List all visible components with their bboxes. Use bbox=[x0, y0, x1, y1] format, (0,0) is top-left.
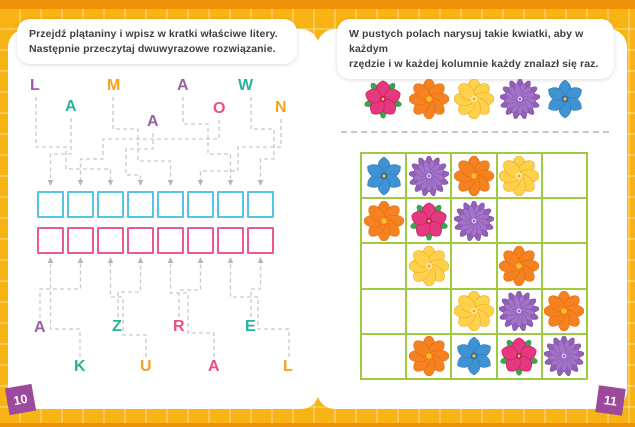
maze-letter-E: E bbox=[245, 318, 256, 335]
grid-cell-blue-flower bbox=[361, 153, 406, 198]
flower-purple-icon bbox=[499, 291, 539, 331]
maze-letter-A: A bbox=[65, 98, 77, 115]
flower-yellow-icon bbox=[499, 156, 539, 196]
flower-orange-icon bbox=[409, 336, 449, 376]
maze-letter-A: A bbox=[147, 113, 159, 130]
grid-cell-purple-flower bbox=[542, 334, 587, 379]
grid-cell-empty[interactable] bbox=[361, 289, 406, 334]
answer-box[interactable] bbox=[157, 191, 184, 218]
answer-box[interactable] bbox=[157, 227, 184, 254]
flower-purple-icon bbox=[454, 201, 494, 241]
grid-cell-orange-flower bbox=[406, 334, 451, 379]
flower-pink-icon bbox=[363, 79, 403, 119]
answer-box[interactable] bbox=[247, 191, 274, 218]
grid-cell-empty[interactable] bbox=[542, 243, 587, 288]
grid-cell-empty[interactable] bbox=[361, 243, 406, 288]
reference-flower-yellow bbox=[454, 79, 494, 124]
flower-pink-icon bbox=[499, 336, 539, 376]
flower-purple-icon bbox=[544, 336, 584, 376]
answer-box[interactable] bbox=[127, 227, 154, 254]
page-number-badge-left: 10 bbox=[5, 384, 36, 415]
grid-cell-empty[interactable] bbox=[361, 334, 406, 379]
maze-letter-R: R bbox=[173, 318, 185, 335]
flower-sudoku-grid bbox=[360, 152, 588, 380]
grid-cell-yellow-flower bbox=[451, 289, 496, 334]
maze-letter-L: L bbox=[283, 358, 293, 375]
dashed-divider bbox=[341, 131, 609, 133]
grid-cell-orange-flower bbox=[361, 198, 406, 243]
flower-purple-icon bbox=[409, 156, 449, 196]
grid-cell-empty[interactable] bbox=[497, 198, 542, 243]
reference-flower-orange bbox=[409, 79, 449, 124]
tangle-paths bbox=[8, 29, 318, 409]
top-orange-band bbox=[0, 0, 635, 9]
grid-cell-purple-flower bbox=[497, 289, 542, 334]
grid-cell-empty[interactable] bbox=[406, 289, 451, 334]
answer-row-second-word bbox=[37, 227, 274, 254]
maze-letter-A: A bbox=[208, 358, 220, 375]
flower-blue-icon bbox=[364, 156, 404, 196]
answer-box[interactable] bbox=[187, 227, 214, 254]
grid-cell-orange-flower bbox=[497, 243, 542, 288]
flower-orange-icon bbox=[409, 79, 449, 119]
maze-letter-W: W bbox=[238, 77, 254, 94]
flower-pink-icon bbox=[409, 201, 449, 241]
reference-flower-purple bbox=[500, 79, 540, 124]
answer-box[interactable] bbox=[97, 191, 124, 218]
answer-row-first-word bbox=[37, 191, 274, 218]
reference-flower-blue bbox=[545, 79, 585, 124]
answer-box[interactable] bbox=[247, 227, 274, 254]
maze-letter-A: A bbox=[34, 319, 46, 336]
right-instruction-line1: W pustych polach narysuj takie kwiatki, aby w każdym bbox=[349, 28, 584, 55]
maze-letter-N: N bbox=[275, 99, 287, 116]
flower-orange-icon bbox=[544, 291, 584, 331]
grid-cell-orange-flower bbox=[542, 289, 587, 334]
grid-cell-purple-flower bbox=[406, 153, 451, 198]
maze-letter-A: A bbox=[177, 77, 189, 94]
flower-blue-icon bbox=[454, 336, 494, 376]
grid-cell-yellow-flower bbox=[497, 153, 542, 198]
left-instruction-line1: Przejdź plątaniny i wpisz w kratki właściwe litery. bbox=[29, 28, 278, 40]
reference-flower-pink bbox=[363, 79, 403, 124]
grid-cell-empty[interactable] bbox=[542, 153, 587, 198]
answer-box[interactable] bbox=[187, 191, 214, 218]
grid-cell-blue-flower bbox=[451, 334, 496, 379]
answer-box[interactable] bbox=[217, 227, 244, 254]
right-instruction-box bbox=[337, 19, 614, 79]
answer-box[interactable] bbox=[67, 227, 94, 254]
maze-letter-U: U bbox=[140, 358, 152, 375]
flower-orange-icon bbox=[454, 156, 494, 196]
page-number-badge-right: 11 bbox=[595, 385, 625, 415]
grid-cell-empty[interactable] bbox=[542, 198, 587, 243]
flower-yellow-icon bbox=[454, 291, 494, 331]
reference-flower-row bbox=[363, 80, 585, 122]
flower-purple-icon bbox=[500, 79, 540, 119]
grid-cell-yellow-flower bbox=[406, 243, 451, 288]
answer-box[interactable] bbox=[127, 191, 154, 218]
maze-letter-K: K bbox=[74, 358, 86, 375]
flower-orange-icon bbox=[364, 201, 404, 241]
flower-yellow-icon bbox=[454, 79, 494, 119]
maze-letter-Z: Z bbox=[112, 318, 122, 335]
right-instruction-line2: rzędzie i w każdej kolumnie każdy znalazł się raz. bbox=[349, 58, 599, 70]
grid-cell-empty[interactable] bbox=[451, 243, 496, 288]
bottom-orange-band bbox=[0, 423, 635, 427]
answer-box[interactable] bbox=[97, 227, 124, 254]
flower-blue-icon bbox=[545, 79, 585, 119]
maze-letter-L: L bbox=[30, 77, 40, 94]
left-instruction-line2: Następnie przeczytaj dwuwyrazowe rozwiązanie. bbox=[29, 43, 276, 55]
flower-orange-icon bbox=[499, 246, 539, 286]
left-instruction-box bbox=[17, 19, 297, 64]
grid-cell-pink-flower bbox=[406, 198, 451, 243]
answer-box[interactable] bbox=[217, 191, 244, 218]
answer-box[interactable] bbox=[37, 227, 64, 254]
grid-cell-pink-flower bbox=[497, 334, 542, 379]
maze-letter-O: O bbox=[213, 100, 226, 117]
answer-box[interactable] bbox=[37, 191, 64, 218]
grid-cell-orange-flower bbox=[451, 153, 496, 198]
answer-box[interactable] bbox=[67, 191, 94, 218]
maze-letter-M: M bbox=[107, 77, 121, 94]
grid-cell-purple-flower bbox=[451, 198, 496, 243]
flower-yellow-icon bbox=[409, 246, 449, 286]
